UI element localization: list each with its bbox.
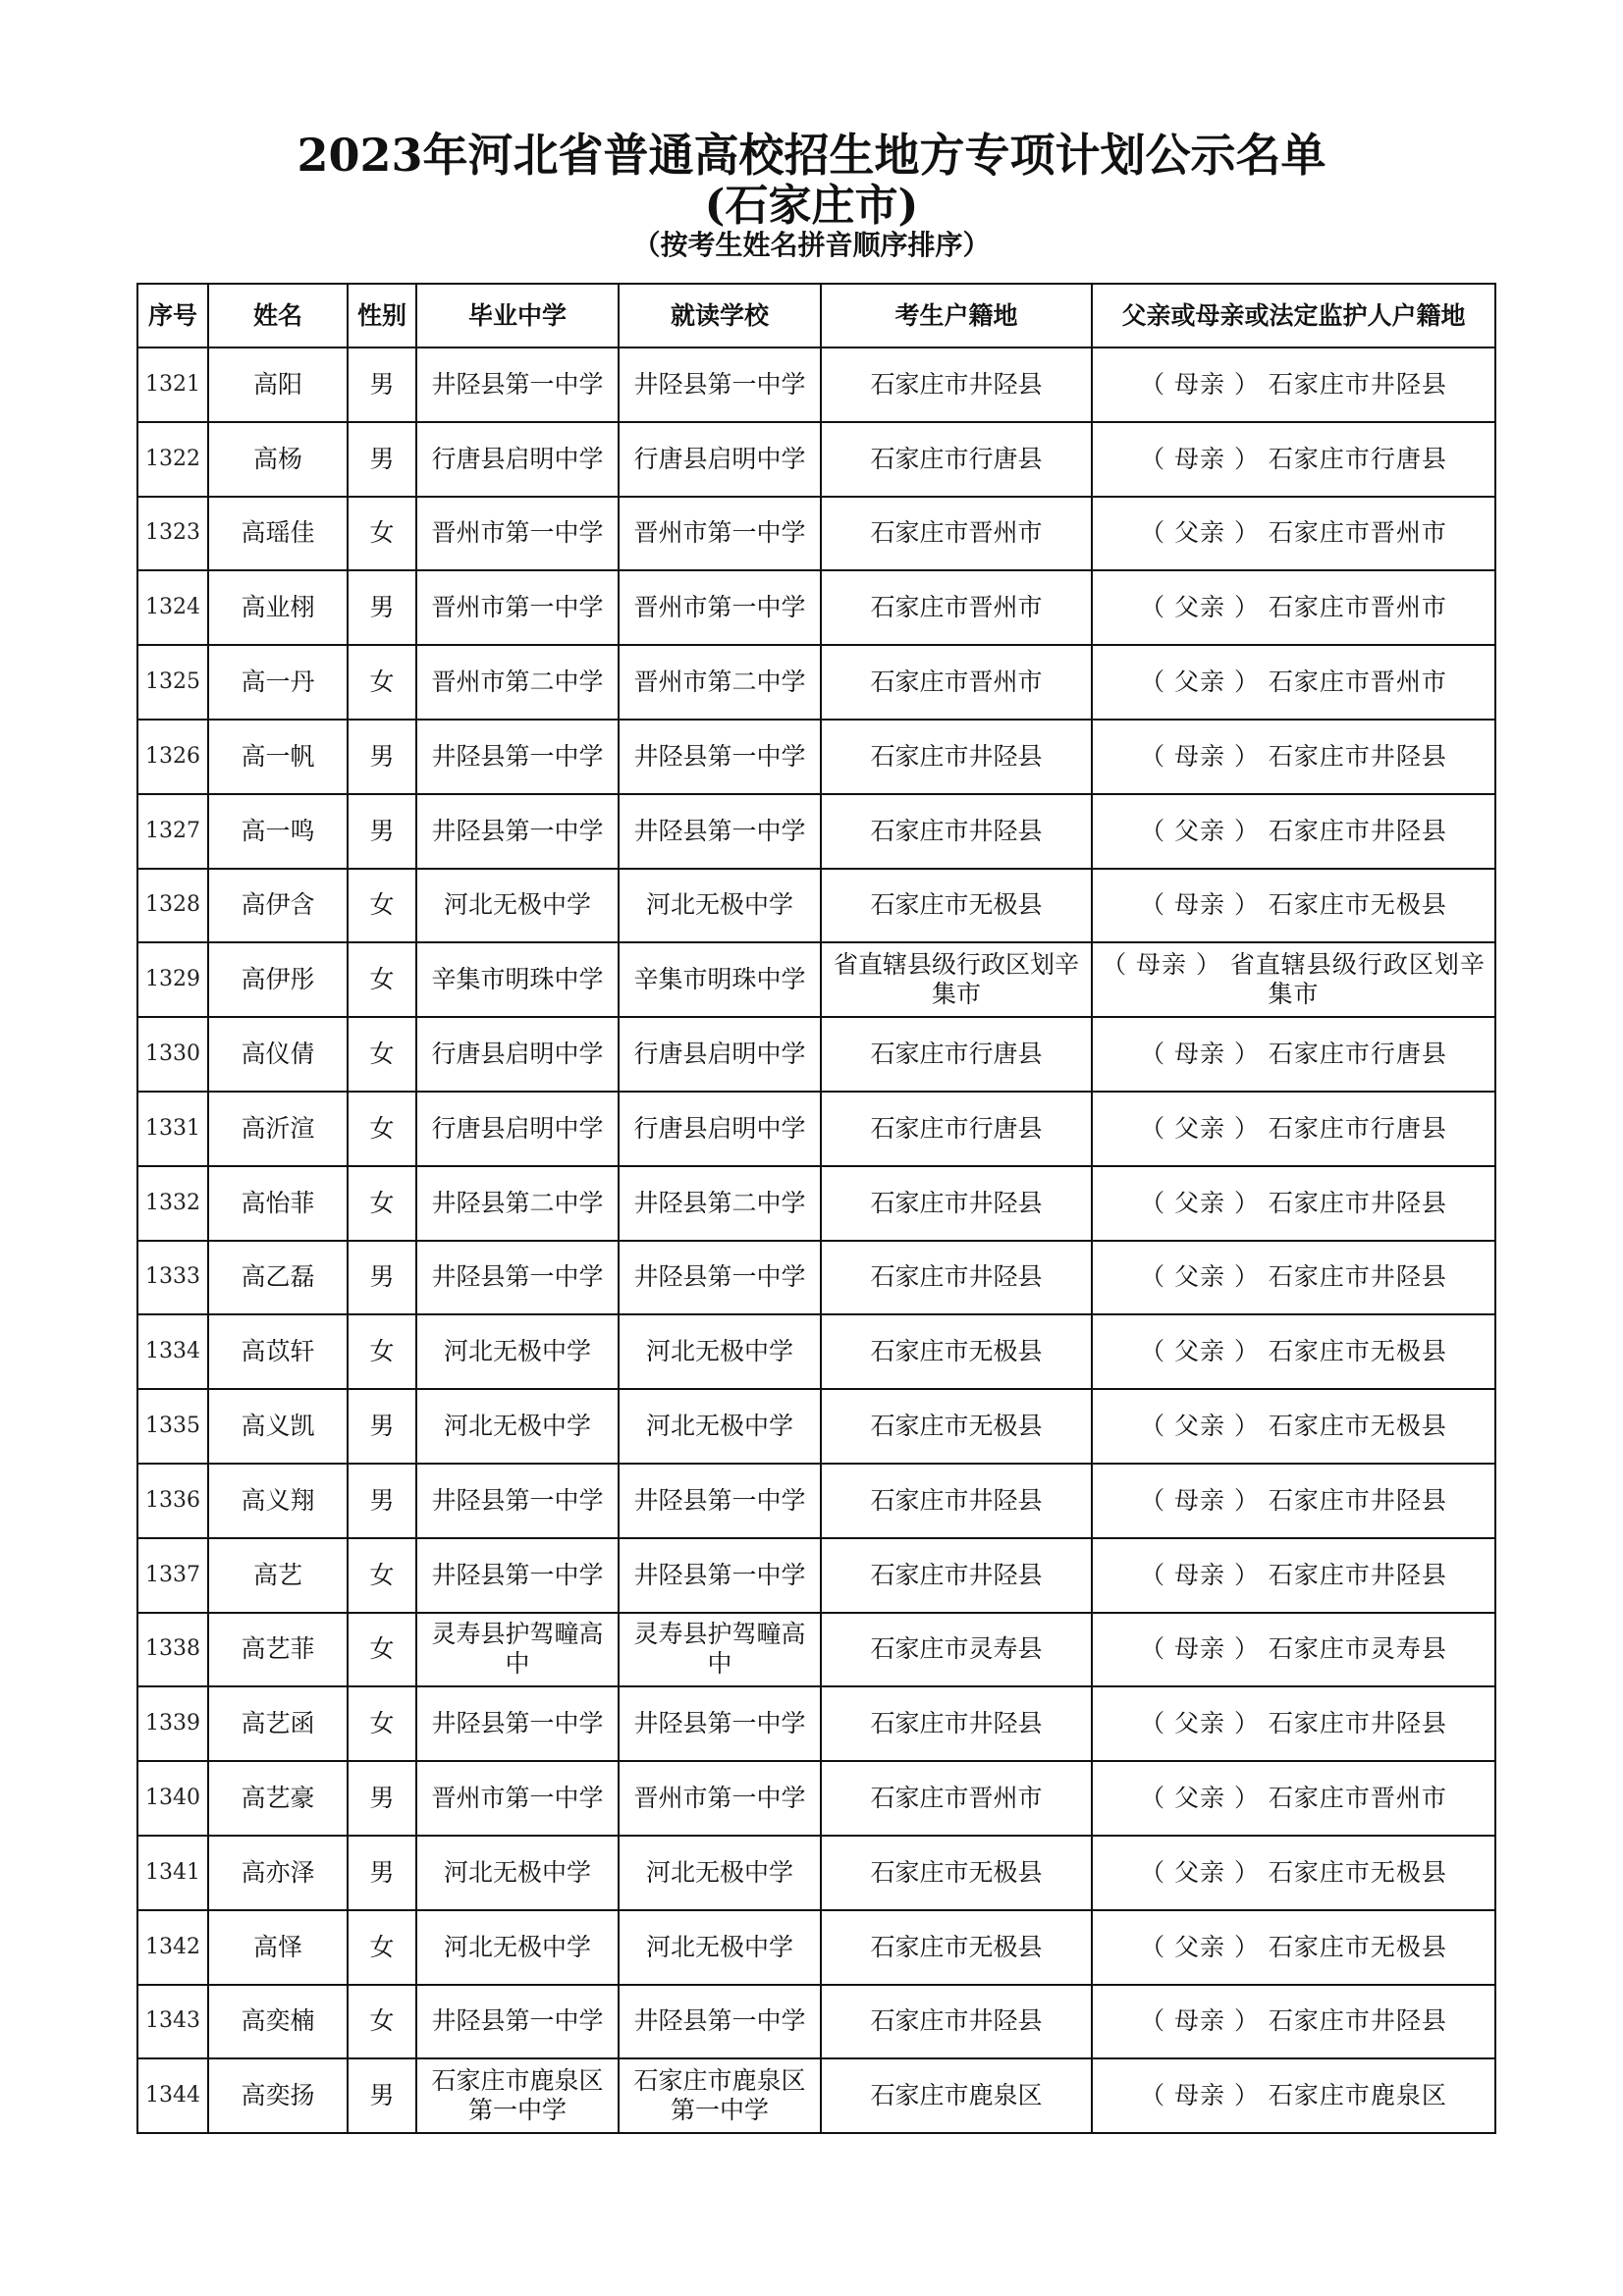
cell-current-school: 行唐县启明中学: [619, 1017, 821, 1092]
cell-index: 1334: [137, 1314, 208, 1389]
cell-current-school: 辛集市明珠中学: [619, 942, 821, 1017]
cell-student-residence: 石家庄市无极县: [821, 1389, 1092, 1464]
cell-graduated-school: 井陉县第一中学: [416, 1985, 619, 2059]
cell-student-residence: 石家庄市行唐县: [821, 1017, 1092, 1092]
cell-student-residence: 石家庄市井陉县: [821, 1985, 1092, 2059]
cell-index: 1326: [137, 720, 208, 794]
cell-graduated-school: 河北无极中学: [416, 1389, 619, 1464]
cell-name: 高怿: [208, 1910, 348, 1985]
table-row: [137, 645, 1495, 720]
cell-graduated-school: 晋州市第一中学: [416, 570, 619, 645]
cell-name: 高一鸣: [208, 794, 348, 869]
cell-current-school: 河北无极中学: [619, 1314, 821, 1389]
cell-graduated-school: 河北无极中学: [416, 869, 619, 943]
cell-gender: 男: [348, 1836, 416, 1910]
cell-name: 高阳: [208, 347, 348, 422]
cell-name: 高伊彤: [208, 942, 348, 1017]
table-body: [137, 347, 1495, 2133]
cell-graduated-school: 井陉县第一中学: [416, 1464, 619, 1538]
cell-current-school: 晋州市第一中学: [619, 497, 821, 571]
cell-current-school: 晋州市第一中学: [619, 570, 821, 645]
cell-index: 1340: [137, 1761, 208, 1836]
cell-current-school: 井陉县第一中学: [619, 794, 821, 869]
cell-current-school: 晋州市第二中学: [619, 645, 821, 720]
cell-index: 1337: [137, 1538, 208, 1613]
cell-gender: 女: [348, 869, 416, 943]
cell-student-residence: 石家庄市井陉县: [821, 1538, 1092, 1613]
cell-student-residence: 石家庄市井陉县: [821, 794, 1092, 869]
cell-gender: 男: [348, 422, 416, 497]
cell-parent-residence: （ 母亲 ） 石家庄市井陉县: [1092, 1464, 1495, 1538]
cell-current-school: 行唐县启明中学: [619, 1092, 821, 1166]
cell-name: 高一丹: [208, 645, 348, 720]
cell-name: 高乙磊: [208, 1241, 348, 1315]
cell-name: 高怡菲: [208, 1166, 348, 1241]
cell-index: 1342: [137, 1910, 208, 1985]
table-row: [137, 1910, 1495, 1985]
table-row: [137, 1538, 1495, 1613]
cell-student-residence: 石家庄市井陉县: [821, 1241, 1092, 1315]
cell-name: 高艺豪: [208, 1761, 348, 1836]
table-row: [137, 1166, 1495, 1241]
cell-gender: 女: [348, 1910, 416, 1985]
cell-student-residence: 石家庄市无极县: [821, 1314, 1092, 1389]
table-row: [137, 1613, 1495, 1687]
cell-name: 高艺菲: [208, 1613, 348, 1687]
cell-gender: 女: [348, 1092, 416, 1166]
table-row: [137, 1686, 1495, 1761]
cell-name: 高业栩: [208, 570, 348, 645]
cell-index: 1328: [137, 869, 208, 943]
cell-current-school: 井陉县第一中学: [619, 1464, 821, 1538]
cell-current-school: 河北无极中学: [619, 1389, 821, 1464]
cell-name: 高一帆: [208, 720, 348, 794]
cell-parent-residence: （ 父亲 ） 石家庄市晋州市: [1092, 1761, 1495, 1836]
table-row: [137, 1017, 1495, 1092]
cell-gender: 女: [348, 645, 416, 720]
cell-student-residence: 石家庄市井陉县: [821, 1464, 1092, 1538]
cell-name: 高杨: [208, 422, 348, 497]
cell-index: 1321: [137, 347, 208, 422]
cell-current-school: 晋州市第一中学: [619, 1761, 821, 1836]
cell-student-residence: 石家庄市无极县: [821, 1836, 1092, 1910]
table-row: [137, 942, 1495, 1017]
cell-graduated-school: 井陉县第一中学: [416, 794, 619, 869]
cell-current-school: 河北无极中学: [619, 1910, 821, 1985]
cell-index: 1329: [137, 942, 208, 1017]
header-name: 姓名: [208, 284, 348, 347]
cell-student-residence: 石家庄市井陉县: [821, 720, 1092, 794]
cell-gender: 男: [348, 1464, 416, 1538]
cell-index: 1331: [137, 1092, 208, 1166]
cell-graduated-school: 石家庄市鹿泉区第一中学: [416, 2058, 619, 2133]
cell-parent-residence: （ 母亲 ） 石家庄市井陉县: [1092, 347, 1495, 422]
cell-name: 高沂渲: [208, 1092, 348, 1166]
header-student-residence: 考生户籍地: [821, 284, 1092, 347]
cell-gender: 女: [348, 1686, 416, 1761]
cell-current-school: 井陉县第一中学: [619, 1686, 821, 1761]
cell-name: 高艺: [208, 1538, 348, 1613]
cell-name: 高苡轩: [208, 1314, 348, 1389]
cell-parent-residence: （ 父亲 ） 石家庄市井陉县: [1092, 1241, 1495, 1315]
cell-graduated-school: 井陉县第一中学: [416, 720, 619, 794]
cell-gender: 男: [348, 570, 416, 645]
table-row: [137, 1464, 1495, 1538]
cell-gender: 男: [348, 1241, 416, 1315]
cell-parent-residence: （ 母亲 ） 石家庄市井陉县: [1092, 720, 1495, 794]
cell-student-residence: 石家庄市无极县: [821, 1910, 1092, 1985]
cell-graduated-school: 井陉县第一中学: [416, 1686, 619, 1761]
cell-gender: 女: [348, 1166, 416, 1241]
cell-current-school: 河北无极中学: [619, 869, 821, 943]
cell-graduated-school: 井陉县第二中学: [416, 1166, 619, 1241]
document-subtitle: (石家庄市): [704, 181, 919, 231]
cell-index: 1338: [137, 1613, 208, 1687]
cell-graduated-school: 行唐县启明中学: [416, 1092, 619, 1166]
table-row: [137, 720, 1495, 794]
cell-parent-residence: （ 父亲 ） 石家庄市无极县: [1092, 1836, 1495, 1910]
cell-parent-residence: （ 母亲 ） 石家庄市行唐县: [1092, 1017, 1495, 1092]
cell-parent-residence: （ 父亲 ） 石家庄市晋州市: [1092, 497, 1495, 571]
cell-student-residence: 石家庄市井陉县: [821, 1166, 1092, 1241]
cell-parent-residence: （ 父亲 ） 石家庄市无极县: [1092, 1389, 1495, 1464]
cell-gender: 女: [348, 1613, 416, 1687]
cell-parent-residence: （ 母亲 ） 石家庄市无极县: [1092, 869, 1495, 943]
cell-student-residence: 省直辖县级行政区划辛集市: [821, 942, 1092, 1017]
cell-current-school: 井陉县第一中学: [619, 347, 821, 422]
table-row: [137, 1314, 1495, 1389]
table-row: [137, 422, 1495, 497]
table-row: [137, 1836, 1495, 1910]
cell-graduated-school: 晋州市第一中学: [416, 497, 619, 571]
cell-graduated-school: 河北无极中学: [416, 1314, 619, 1389]
cell-graduated-school: 辛集市明珠中学: [416, 942, 619, 1017]
cell-graduated-school: 井陉县第一中学: [416, 347, 619, 422]
cell-index: 1332: [137, 1166, 208, 1241]
cell-student-residence: 石家庄市井陉县: [821, 347, 1092, 422]
cell-gender: 女: [348, 497, 416, 571]
table-row: [137, 1241, 1495, 1315]
cell-graduated-school: 井陉县第一中学: [416, 1538, 619, 1613]
cell-gender: 女: [348, 1314, 416, 1389]
document-note: （按考生姓名拼音顺序排序）: [632, 229, 991, 261]
cell-student-residence: 石家庄市井陉县: [821, 1686, 1092, 1761]
table-row: [137, 794, 1495, 869]
cell-student-residence: 石家庄市晋州市: [821, 645, 1092, 720]
table-row: [137, 1985, 1495, 2059]
cell-parent-residence: （ 母亲 ） 石家庄市鹿泉区: [1092, 2058, 1495, 2133]
cell-current-school: 井陉县第一中学: [619, 1538, 821, 1613]
cell-current-school: 井陉县第一中学: [619, 1985, 821, 2059]
cell-graduated-school: 灵寿县护驾疃高中: [416, 1613, 619, 1687]
cell-name: 高瑶佳: [208, 497, 348, 571]
cell-gender: 男: [348, 794, 416, 869]
cell-current-school: 石家庄市鹿泉区第一中学: [619, 2058, 821, 2133]
cell-parent-residence: （ 母亲 ） 石家庄市井陉县: [1092, 1538, 1495, 1613]
cell-index: 1344: [137, 2058, 208, 2133]
cell-student-residence: 石家庄市鹿泉区: [821, 2058, 1092, 2133]
cell-student-residence: 石家庄市灵寿县: [821, 1613, 1092, 1687]
cell-parent-residence: （ 父亲 ） 石家庄市井陉县: [1092, 1166, 1495, 1241]
cell-graduated-school: 晋州市第一中学: [416, 1761, 619, 1836]
cell-gender: 女: [348, 1538, 416, 1613]
cell-student-residence: 石家庄市行唐县: [821, 1092, 1092, 1166]
cell-name: 高亦泽: [208, 1836, 348, 1910]
cell-graduated-school: 行唐县启明中学: [416, 1017, 619, 1092]
cell-index: 1327: [137, 794, 208, 869]
cell-gender: 女: [348, 1985, 416, 2059]
cell-index: 1325: [137, 645, 208, 720]
cell-index: 1336: [137, 1464, 208, 1538]
cell-name: 高伊含: [208, 869, 348, 943]
table-row: [137, 347, 1495, 422]
cell-gender: 女: [348, 942, 416, 1017]
header-graduated-school: 毕业中学: [416, 284, 619, 347]
cell-parent-residence: （ 父亲 ） 石家庄市晋州市: [1092, 570, 1495, 645]
cell-gender: 女: [348, 1017, 416, 1092]
cell-current-school: 行唐县启明中学: [619, 422, 821, 497]
cell-name: 高义翔: [208, 1464, 348, 1538]
cell-index: 1330: [137, 1017, 208, 1092]
table-row: [137, 570, 1495, 645]
table-header-row: [137, 284, 1495, 347]
cell-current-school: 灵寿县护驾疃高中: [619, 1613, 821, 1687]
cell-parent-residence: （ 母亲 ） 石家庄市灵寿县: [1092, 1613, 1495, 1687]
cell-graduated-school: 晋州市第二中学: [416, 645, 619, 720]
cell-gender: 男: [348, 2058, 416, 2133]
cell-student-residence: 石家庄市晋州市: [821, 497, 1092, 571]
cell-parent-residence: （ 父亲 ） 石家庄市晋州市: [1092, 645, 1495, 720]
cell-gender: 男: [348, 1761, 416, 1836]
cell-parent-residence: （ 父亲 ） 石家庄市井陉县: [1092, 794, 1495, 869]
header-index: 序号: [137, 284, 208, 347]
header-current-school: 就读学校: [619, 284, 821, 347]
cell-index: 1343: [137, 1985, 208, 2059]
cell-index: 1322: [137, 422, 208, 497]
table-row: [137, 1761, 1495, 1836]
cell-parent-residence: （ 父亲 ） 石家庄市无极县: [1092, 1314, 1495, 1389]
table-row: [137, 497, 1495, 571]
table-row: [137, 1092, 1495, 1166]
cell-name: 高奕扬: [208, 2058, 348, 2133]
document-title: 2023年河北省普通高校招生地方专项计划公示名单: [297, 129, 1326, 182]
cell-index: 1341: [137, 1836, 208, 1910]
cell-current-school: 井陉县第一中学: [619, 720, 821, 794]
cell-gender: 男: [348, 720, 416, 794]
cell-graduated-school: 河北无极中学: [416, 1836, 619, 1910]
cell-graduated-school: 河北无极中学: [416, 1910, 619, 1985]
cell-graduated-school: 行唐县启明中学: [416, 422, 619, 497]
cell-index: 1339: [137, 1686, 208, 1761]
cell-index: 1335: [137, 1389, 208, 1464]
table-row: [137, 1389, 1495, 1464]
table-row: [137, 869, 1495, 943]
cell-index: 1333: [137, 1241, 208, 1315]
cell-parent-residence: （ 母亲 ） 石家庄市井陉县: [1092, 1985, 1495, 2059]
cell-parent-residence: （ 父亲 ） 石家庄市井陉县: [1092, 1686, 1495, 1761]
cell-student-residence: 石家庄市晋州市: [821, 1761, 1092, 1836]
cell-current-school: 河北无极中学: [619, 1836, 821, 1910]
cell-index: 1324: [137, 570, 208, 645]
cell-index: 1323: [137, 497, 208, 571]
cell-parent-residence: （ 母亲 ） 省直辖县级行政区划辛集市: [1092, 942, 1495, 1017]
cell-gender: 男: [348, 347, 416, 422]
cell-parent-residence: （ 父亲 ） 石家庄市无极县: [1092, 1910, 1495, 1985]
cell-name: 高奕楠: [208, 1985, 348, 2059]
cell-current-school: 井陉县第二中学: [619, 1166, 821, 1241]
cell-name: 高义凯: [208, 1389, 348, 1464]
cell-parent-residence: （ 母亲 ） 石家庄市行唐县: [1092, 422, 1495, 497]
cell-parent-residence: （ 父亲 ） 石家庄市行唐县: [1092, 1092, 1495, 1166]
cell-student-residence: 石家庄市无极县: [821, 869, 1092, 943]
cell-name: 高仪倩: [208, 1017, 348, 1092]
header-gender: 性别: [348, 284, 416, 347]
cell-student-residence: 石家庄市晋州市: [821, 570, 1092, 645]
cell-name: 高艺函: [208, 1686, 348, 1761]
cell-gender: 男: [348, 1389, 416, 1464]
cell-student-residence: 石家庄市行唐县: [821, 422, 1092, 497]
table-row: [137, 2058, 1495, 2133]
cell-graduated-school: 井陉县第一中学: [416, 1241, 619, 1315]
cell-current-school: 井陉县第一中学: [619, 1241, 821, 1315]
roster-table: [136, 283, 1496, 2134]
header-parent-residence: 父亲或母亲或法定监护人户籍地: [1092, 284, 1495, 347]
